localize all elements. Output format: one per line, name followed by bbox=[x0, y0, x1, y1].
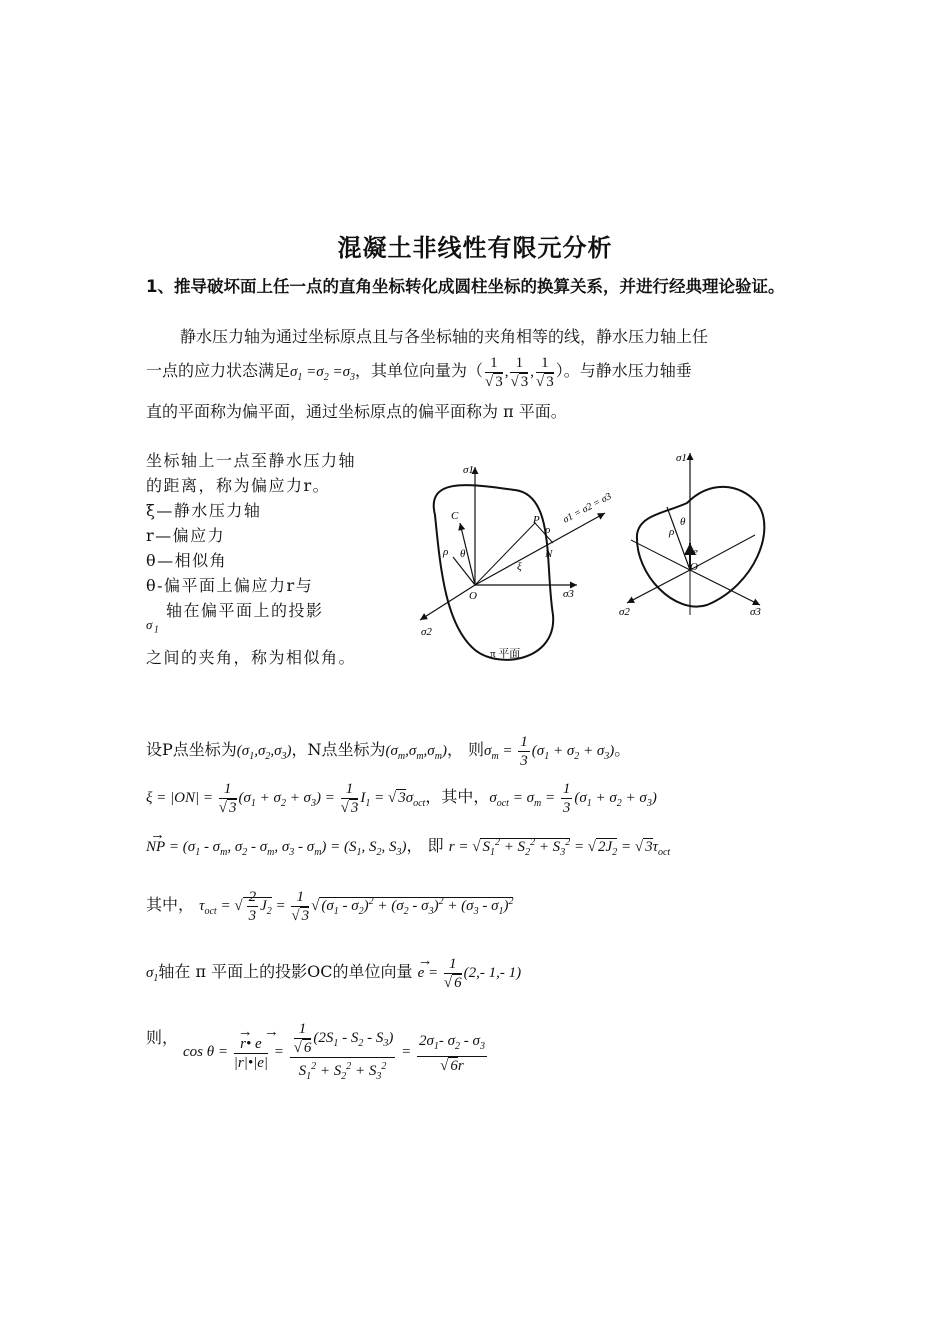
side-text-r: r—偏应力 bbox=[146, 526, 226, 545]
side-text-theta-def1: θ-偏平面上偏应力r与 bbox=[146, 576, 314, 595]
intro-line-1: 静水压力轴为通过坐标原点且与各坐标轴的夹角相等的线，静水压力轴上任 bbox=[180, 327, 709, 346]
eq1-text-c: ， 则 bbox=[446, 739, 485, 759]
np-vector-formula: → NP = ($\sigma_1 - \sigma_m$, $\sigma_2 - \sigma_m$, $\sigma_3 - \sigma_m) = (S_1$, $S_2$, $S_3$) bbox=[146, 827, 407, 858]
right-deviatoric-figure bbox=[619, 452, 764, 618]
p-coordinates: $(\sigma_1,\sigma_2,\sigma_3)$ bbox=[236, 742, 292, 762]
side-text-theta-def3: 之间的夹角，称为相似角。 bbox=[146, 648, 357, 667]
eq2-text-a: ，其中， bbox=[425, 786, 490, 806]
side-text-theta: θ—相似角 bbox=[146, 551, 228, 570]
eq1-text-b: ，N点坐标为 bbox=[291, 739, 386, 759]
neg-sigma2-right bbox=[690, 535, 755, 570]
side-text-theta-def2: 轴在偏平面上的投影 bbox=[166, 601, 324, 620]
side-text-deviatoric: 坐标轴上一点至静水压力轴的距离，称为偏应力r。 bbox=[146, 451, 357, 495]
intro-line-2 bbox=[146, 354, 814, 395]
label-P: P bbox=[533, 514, 540, 526]
equation-row-3 bbox=[146, 827, 671, 858]
equation-row-4 bbox=[146, 888, 513, 925]
failure-curve-right bbox=[637, 487, 764, 607]
side-text-theta-def2-row bbox=[146, 598, 358, 636]
sigma2-axis-right bbox=[627, 570, 690, 603]
sigma1-symbol: $\sigma_1$ bbox=[146, 617, 161, 636]
unit-vector-formula: $\frac{1}{√ 3}$ , $\frac{1}{√ 3}$ , $\frac{1}{√ 3}$ bbox=[485, 355, 554, 391]
label-N: N bbox=[545, 548, 553, 560]
label-C: C bbox=[451, 510, 459, 522]
intro-line-3: 直的平面称为偏平面，通过坐标原点的偏平面称为 π 平面。 bbox=[146, 402, 567, 421]
hydrostatic-axis bbox=[475, 513, 605, 585]
cos-theta-formula: cos θ = → → r• e |r|•|e| = $\frac{1}{√ 6}$ $(2S_1 - S_2 - S_3)$ $S_1^2 + S_2^2 + S_3^2$ = $\frac{2\sigma_1- \sigma_2 - \sigma_3}{√ 6r}$ bbox=[183, 1021, 485, 1082]
xi-formula: ξ = |ON| = $\frac{1}{√ 3}$ $(\sigma_1 + \sigma_2 + \sigma_3)$ = $\frac{1}{√ 3}$ $I_1$ = √ $3\sigma_{oct}$ bbox=[146, 781, 426, 816]
label-sigma2-left: σ2 bbox=[421, 626, 432, 638]
label-rho-right: ρ bbox=[669, 526, 675, 538]
label-sigma2-right: σ2 bbox=[619, 606, 630, 618]
eq3-text-a: ， 即 bbox=[406, 836, 444, 855]
stress-space-figure bbox=[405, 445, 805, 680]
intro-line-2a: 一点的应力状态满足 bbox=[146, 361, 291, 380]
label-sigma3-left: σ3 bbox=[563, 588, 574, 600]
sigma-m-formula: $\sigma_m$ = $\frac{1}{3}$ $(\sigma_1 + \sigma_2 + \sigma_3)$ bbox=[484, 734, 615, 769]
eq5-text-a: 轴在 π 平面上的投影OC的单位向量 bbox=[158, 961, 413, 981]
label-O-left: O bbox=[469, 590, 477, 602]
sigma1-symbol-eq5: $\sigma_1$ bbox=[146, 964, 159, 984]
side-text-xi: ξ—静水压力轴 bbox=[146, 501, 262, 520]
label-O-right: O bbox=[690, 561, 698, 573]
label-xi: ξ bbox=[517, 561, 522, 573]
sigma2-axis-left bbox=[420, 585, 475, 620]
equation-row-2 bbox=[146, 780, 657, 817]
n-coordinates: $(\sigma_m,\sigma_m,\sigma_m)$ bbox=[385, 742, 447, 762]
label-rho-outer: ρ bbox=[545, 524, 551, 536]
label-sigma1-right: σ1 bbox=[676, 452, 687, 464]
label-pi-plane: π 平面 bbox=[490, 648, 521, 660]
e-unit-vector-formula: → e = $\frac{1}{√ 6}$ (2,- 1,- 1) bbox=[417, 952, 522, 991]
equal-stress-formula: $\sigma_1 =\sigma_2 =\sigma_3$ bbox=[290, 364, 355, 383]
label-theta-left: θ bbox=[460, 548, 466, 560]
intro-line-2b: ，其单位向量为（ bbox=[354, 361, 483, 380]
side-definitions bbox=[146, 448, 358, 670]
sigma-oct-formula: $\sigma_{oct} = \sigma_m$ = $\frac{1}{3}$ $(\sigma_1 + \sigma_2 + \sigma_3)$ bbox=[489, 781, 657, 816]
eq1-text-a: 设P点坐标为 bbox=[146, 739, 237, 759]
label-rho-inner: ρ bbox=[443, 546, 449, 558]
sigma3-axis-right bbox=[690, 570, 760, 605]
document-title: 混凝土非线性有限元分析 bbox=[337, 234, 613, 262]
label-e-right: e bbox=[693, 546, 698, 558]
intro-line-2c: ）。与静水压力轴垂 bbox=[555, 361, 692, 380]
label-sigma3-right: σ3 bbox=[750, 606, 761, 618]
eq4-text-a: 其中， bbox=[146, 894, 195, 914]
op-line bbox=[475, 523, 535, 585]
r-formula: r = √ $S_1^2 + S_2^2 + S_3^2$ = √ $2J_2$ = √ $3\tau_{oct}$ bbox=[448, 837, 671, 858]
question-heading: 1、推导破坏面上任一点的直角坐标转化成圆柱坐标的换算关系，并进行经典理论验证。 bbox=[146, 277, 785, 296]
equation-row-5 bbox=[146, 952, 522, 992]
label-theta-right: θ bbox=[680, 516, 686, 528]
equation-row-6-label: 则， bbox=[146, 1028, 179, 1047]
left-pi-plane-figure bbox=[420, 464, 613, 660]
intro-paragraph bbox=[146, 320, 814, 429]
equation-row-1: 设P点坐标为$(\sigma_1,\sigma_2,\sigma_3)$，N点坐标为$(\sigma_m,\sigma_m,\sigma_m)$， 则$\sigma_m$ = $\frac{1}{3}$ $(\sigma_1 + \sigma_2 + \sigma_3)$。 bbox=[146, 734, 631, 769]
label-sigma1-left: σ1 bbox=[463, 464, 474, 476]
label-hydrostatic-axis: σ1 = σ2 = σ3 bbox=[561, 490, 614, 526]
tau-oct-formula: $\tau_{oct}$ = √ $\frac{2}{3}$ $J_2$ = $\frac{1}{√ 3}$ √ $(\sigma_1 - \sigma_2)^2 + (\sigma_2 - \sigma_3)^2 + (\sigma_3 - \sigma_1)^2$ bbox=[199, 889, 514, 924]
